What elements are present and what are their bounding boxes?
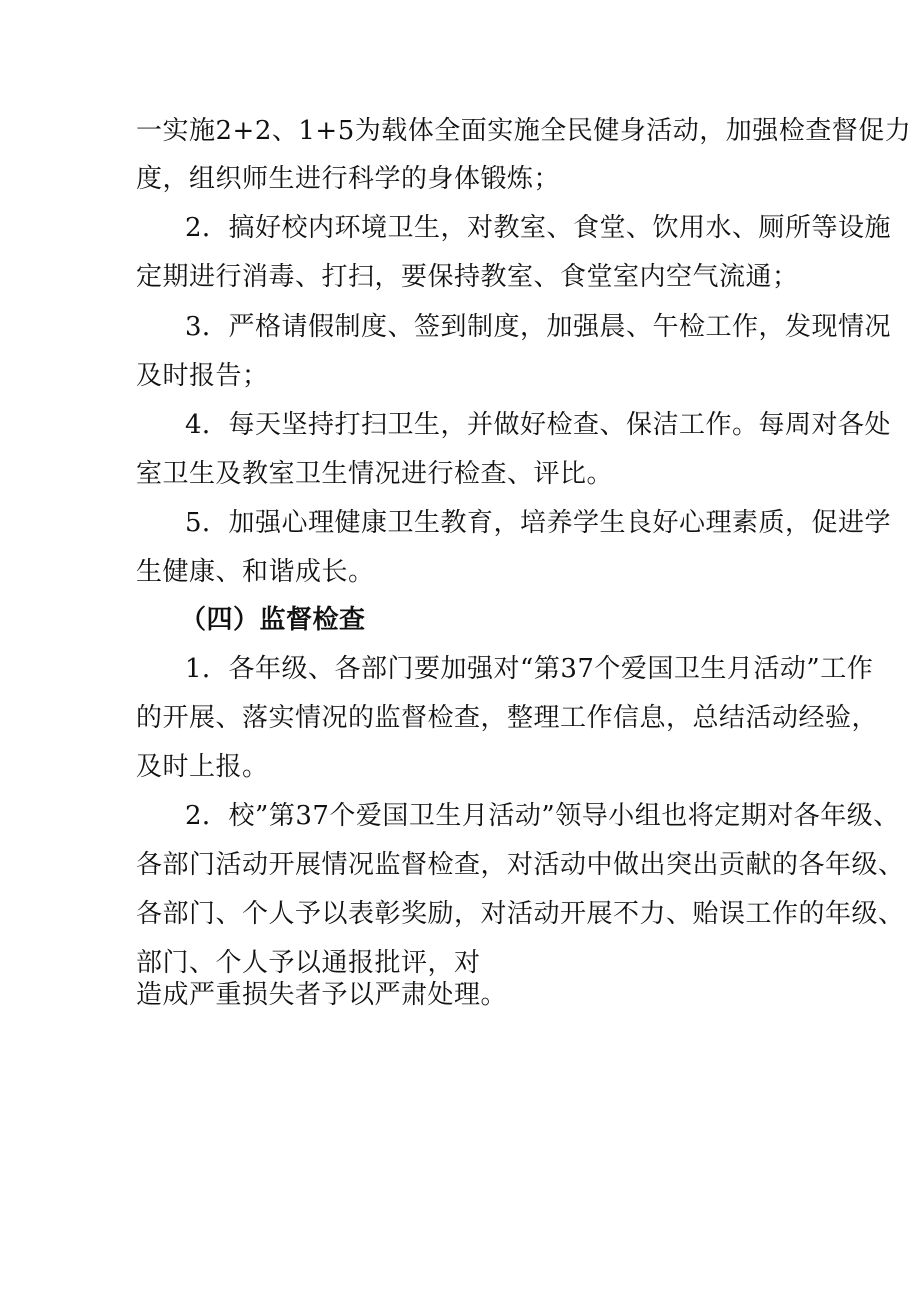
list-item-4-line-2: 室卫生及教室卫生情况进行检查、评比。 (136, 459, 614, 489)
supervision-item-2-line-2: 各部门活动开展情况监督检查，对活动中做出突出贡献的各年级、 (136, 850, 905, 880)
text-line: 度，组织师生进行科学的身体锻炼； (136, 164, 561, 194)
supervision-item-2-line-5: 造成严重损失者予以严肃处理。 (136, 980, 508, 1010)
list-item-4-line-1: 4．每天坚持打扫卫生，并做好检查、保洁工作。每周对各处 (185, 410, 892, 440)
text-line: 一实施2+2、1+5为载体全面实施全民健身活动，加强检查督促力 (136, 116, 912, 146)
list-item-2-line-1: 2．搞好校内环境卫生，对教室、食堂、饮用水、厕所等设施 (185, 213, 892, 243)
section-heading: （四）监督检查 (180, 605, 366, 635)
supervision-item-1-line-1: 1．各年级、各部门要加强对“第37个爱国卫生月活动”工作 (185, 654, 874, 684)
list-item-2-line-2: 定期进行消毒、打扫，要保持教室、食堂室内空气流通； (136, 262, 799, 292)
supervision-item-2-line-4: 部门、个人予以通报批评，对 (136, 948, 481, 978)
list-item-5-line-2: 生健康、和谐成长。 (136, 557, 375, 587)
supervision-item-1-line-2: 的开展、落实情况的监督检查，整理工作信息，总结活动经验， (136, 703, 879, 733)
supervision-item-2-line-3: 各部门、个人予以表彰奖励，对活动开展不力、贻误工作的年级、 (136, 899, 905, 929)
supervision-item-2-line-1: 2．校”第37个爱国卫生月活动”领导小组也将定期对各年级、 (185, 801, 900, 831)
supervision-item-1-line-3: 及时上报。 (136, 752, 269, 782)
list-item-3-line-2: 及时报告； (136, 361, 269, 391)
list-item-5-line-1: 5．加强心理健康卫生教育，培养学生良好心理素质，促进学 (185, 508, 892, 538)
list-item-3-line-1: 3．严格请假制度、签到制度，加强晨、午检工作，发现情况 (185, 312, 892, 342)
